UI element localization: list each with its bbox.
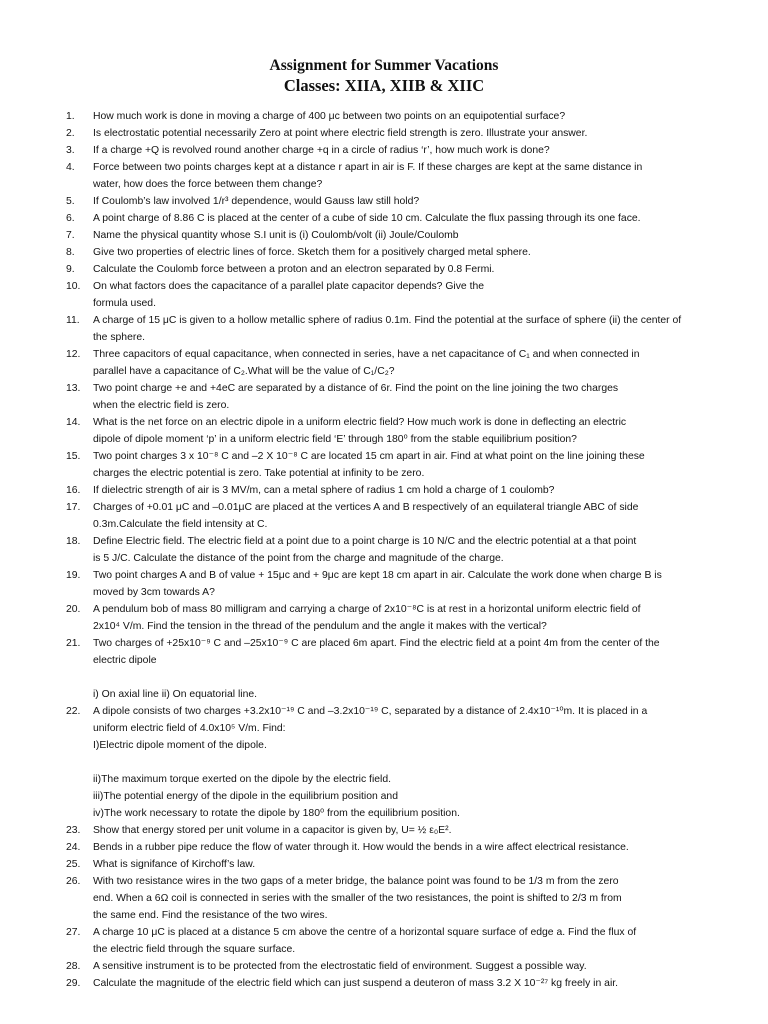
question-text: iii)The potential energy of the dipole in the equilibrium position and xyxy=(93,791,398,802)
question-item xyxy=(66,261,766,278)
question-number: 15. xyxy=(66,451,81,462)
question-text: With two resistance wires in the two gaps of a meter bridge, the balance point was found to be 1/3 m from the zero xyxy=(93,876,619,887)
question-item xyxy=(66,839,766,856)
question-text: Give two properties of electric lines of force. Sketch them for a positively charged metal sphere. xyxy=(93,247,531,258)
question-text: A sensitive instrument is to be protected from the electrostatic field of environment. Suggest a possible way. xyxy=(93,961,587,972)
question-number: 23. xyxy=(66,825,81,836)
question-text: Three capacitors of equal capacitance, when connected in series, have a net capacitance of C₁ and when connected in xyxy=(93,349,640,360)
question-number: 16. xyxy=(66,485,81,496)
question-text: uniform electric field of 4.0x10⁵ V/m. Find: xyxy=(93,723,286,734)
question-text: A dipole consists of two charges +3.2x10⁻¹⁹ C and –3.2x10⁻¹⁹ C, separated by a distance of 2.4x10⁻¹⁰m. It is placed in a xyxy=(93,706,648,717)
question-text: the sphere. xyxy=(93,332,145,343)
question-item xyxy=(66,244,766,261)
question-text: Calculate the magnitude of the electric field which can just suspend a deuteron of mass 3.2 X 10⁻²⁷ kg freely in air. xyxy=(93,978,619,989)
question-number: 13. xyxy=(66,383,81,394)
question-item xyxy=(66,312,766,346)
question-item xyxy=(66,125,766,142)
question-text: iv)The work necessary to rotate the dipole by 180⁰ from the equilibrium position. xyxy=(93,808,460,819)
question-text: 0.3m.Calculate the field intensity at C. xyxy=(93,519,268,530)
question-text: dipole of dipole moment ‘p’ in a uniform electric field ‘E’ through 180⁰ from the stable equilibrium position? xyxy=(93,434,577,445)
question-item xyxy=(66,210,766,227)
question-text: is 5 J/C. Calculate the distance of the point from the charge and magnitude of the charge. xyxy=(93,553,504,564)
question-item xyxy=(66,108,766,125)
question-text: A charge of 15 μC is given to a hollow metallic sphere of radius 0.1m. Find the potential at the surface of sphere (ii) the center of xyxy=(93,315,682,326)
question-number: 10. xyxy=(66,281,81,292)
question-text: Two point charges 3 x 10⁻⁸ C and –2 X 10⁻⁸ C are located 15 cm apart in air. Find at what point on the line joining these xyxy=(93,451,645,462)
question-item xyxy=(66,601,766,635)
question-item xyxy=(66,159,766,193)
document-title: Assignment for Summer Vacations xyxy=(269,57,499,74)
question-number: 24. xyxy=(66,842,81,853)
question-item xyxy=(66,482,766,499)
question-text: Define Electric field. The electric field at a point due to a point charge is 10 N/C and the electric potential at a that point xyxy=(93,536,637,547)
question-item xyxy=(66,822,766,839)
question-text: water, how does the force between them change? xyxy=(93,179,323,190)
question-number: 12. xyxy=(66,349,81,360)
question-number: 29. xyxy=(66,978,81,989)
question-text: formula used. xyxy=(93,298,156,309)
question-list xyxy=(66,108,766,992)
question-item xyxy=(66,278,766,312)
question-number: 7. xyxy=(66,230,75,241)
question-number: 22. xyxy=(66,706,81,717)
question-item xyxy=(66,346,766,380)
question-text: Name the physical quantity whose S.I unit is (i) Coulomb/volt (ii) Joule/Coulomb xyxy=(93,230,459,241)
question-text: If Coulomb’s law involved 1/r³ dependence, would Gauss law still hold? xyxy=(93,196,420,207)
question-text: parallel have a capacitance of C₂.What will be the value of C₁/C₂? xyxy=(93,366,395,377)
question-text: If dielectric strength of air is 3 MV/m, can a metal sphere of radius 1 cm hold a charge of 1 coulomb? xyxy=(93,485,555,496)
question-item xyxy=(66,924,766,958)
question-number: 27. xyxy=(66,927,81,938)
question-number: 20. xyxy=(66,604,81,615)
question-text: i) On axial line ii) On equatorial line. xyxy=(93,689,258,700)
question-text: On what factors does the capacitance of a parallel plate capacitor depends? Give the xyxy=(93,281,485,292)
question-number: 19. xyxy=(66,570,81,581)
question-text: 2x10⁴ V/m. Find the tension in the thread of the pendulum and the angle it makes with the vertical? xyxy=(93,621,547,632)
question-number: 9. xyxy=(66,264,75,275)
question-number: 5. xyxy=(66,196,75,207)
question-text: How much work is done in moving a charge of 400 μc between two points on an equipotential surface? xyxy=(93,111,566,122)
question-number: 17. xyxy=(66,502,81,513)
question-number: 11. xyxy=(66,315,80,326)
question-text: ii)The maximum torque exerted on the dipole by the electric field. xyxy=(93,774,392,785)
question-number: 1. xyxy=(66,111,75,122)
question-number: 2. xyxy=(66,128,75,139)
question-item xyxy=(66,193,766,210)
question-text: Two point charges A and B of value + 15μc and + 9μc are kept 18 cm apart in air. Calculate the work done when charge B is xyxy=(93,570,662,581)
question-item xyxy=(66,975,766,992)
question-text: What is the net force on an electric dipole in a uniform electric field? How much work is done in deflecting an electric xyxy=(93,417,627,428)
question-item xyxy=(66,856,766,873)
question-number: 8. xyxy=(66,247,75,258)
question-text: when the electric field is zero. xyxy=(93,400,230,411)
question-number: 3. xyxy=(66,145,75,156)
question-text: Charges of +0.01 μC and –0.01μC are placed at the vertices A and B respectively of an equilateral triangle ABC of side xyxy=(93,502,639,513)
question-text: the electric field through the square surface. xyxy=(93,944,296,955)
question-text: Two point charge +e and +4eC are separated by a distance of 6r. Find the point on the line joining the two charges xyxy=(93,383,619,394)
document-subtitle: Classes: XIIA, XIIB & XIIC xyxy=(283,76,485,95)
question-item xyxy=(66,703,766,822)
question-number: 25. xyxy=(66,859,81,870)
question-number: 28. xyxy=(66,961,81,972)
question-number: 6. xyxy=(66,213,75,224)
question-text: I)Electric dipole moment of the dipole. xyxy=(93,740,267,751)
question-item xyxy=(66,142,766,159)
question-text: Calculate the Coulomb force between a proton and an electron separated by 0.8 Fermi. xyxy=(93,264,495,275)
question-text: Show that energy stored per unit volume in a capacitor is given by, U= ½ ε₀E². xyxy=(93,825,452,836)
question-text: A point charge of 8.86 C is placed at the center of a cube of side 10 cm. Calculate the flux passing through its one face. xyxy=(93,213,641,224)
question-item xyxy=(66,958,766,975)
question-text xyxy=(93,754,766,771)
question-text: end. When a 6Ω coil is connected in series with the smaller of the two resistances, the point is shifted to 2/3 m from xyxy=(93,893,622,904)
question-item xyxy=(66,499,766,533)
question-item xyxy=(66,635,766,703)
question-item xyxy=(66,380,766,414)
question-text: moved by 3cm towards A? xyxy=(93,587,215,598)
question-number: 21. xyxy=(66,638,81,649)
question-item xyxy=(66,567,766,601)
question-text: charges the electric potential is zero. Take potential at infinity to be zero. xyxy=(93,468,425,479)
question-number: 18. xyxy=(66,536,81,547)
question-text: If a charge +Q is revolved round another charge +q in a circle of radius ‘r’, how much work is done? xyxy=(93,145,550,156)
question-number: 4. xyxy=(66,162,75,173)
question-text: What is signifance of Kirchoff’s law. xyxy=(93,859,256,870)
question-number: 14. xyxy=(66,417,81,428)
question-text: Bends in a rubber pipe reduce the flow of water through it. How would the bends in a wire affect electrical resistance. xyxy=(93,842,629,853)
question-text: A pendulum bob of mass 80 milligram and carrying a charge of 2x10⁻⁸C is at rest in a horizontal uniform electric field of xyxy=(93,604,641,615)
question-number: 26. xyxy=(66,876,81,887)
question-text: Is electrostatic potential necessarily Zero at point where electric field strength is zero. Illustrate your answer. xyxy=(93,128,588,139)
question-text: the same end. Find the resistance of the two wires. xyxy=(93,910,328,921)
question-text xyxy=(93,669,766,686)
question-item xyxy=(66,414,766,448)
question-item xyxy=(66,533,766,567)
question-item xyxy=(66,873,766,924)
question-text: A charge 10 μC is placed at a distance 5 cm above the centre of a horizontal square surface of edge a. Find the flux of xyxy=(93,927,637,938)
question-text: Two charges of +25x10⁻⁹ C and –25x10⁻⁹ C are placed 6m apart. Find the electric field at a point 4m from the center of the xyxy=(93,638,660,649)
question-item xyxy=(66,448,766,482)
question-text: electric dipole xyxy=(93,655,157,666)
question-text: Force between two points charges kept at a distance r apart in air is F. If these charges are kept at the same distance in xyxy=(93,162,643,173)
question-item xyxy=(66,227,766,244)
